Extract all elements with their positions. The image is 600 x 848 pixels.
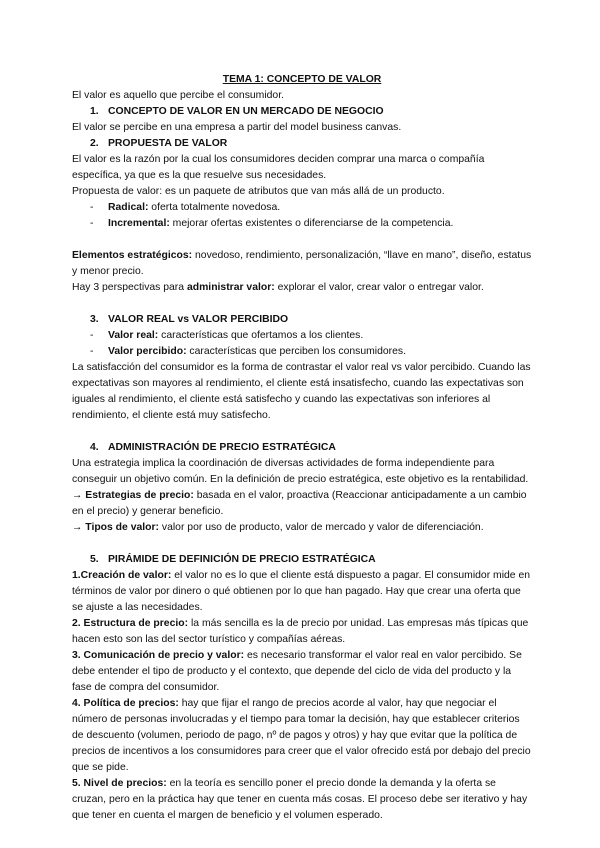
pyramid-item-text: es necesario transformar el valor real en valor percibido. Se debe entender el tipo de producto y el contexto, que depende del ciclo de vida del producto y la fase de compra del consumidor. xyxy=(72,650,522,693)
pyramid-item-term: 1.Creación de valor: xyxy=(72,570,172,581)
bullet-term: Radical: xyxy=(108,202,149,213)
pyramid-item xyxy=(72,776,532,824)
spacer xyxy=(72,232,532,248)
section-3-number: 3. xyxy=(90,314,99,325)
value-types-term: Tipos de valor: xyxy=(85,522,159,533)
section-1-title: CONCEPTO DE VALOR EN UN MERCADO DE NEGOCIO xyxy=(108,106,384,117)
pyramid-item-text: en la teoría es sencillo poner el precio donde la demanda y la oferta se cruzan, pero en la práctica hay que tener en cuenta más cosas. El proceso debe ser iterativo y hay que tener en cuenta el margen de beneficio y el volumen esperado. xyxy=(72,778,528,821)
arrow-icon: → xyxy=(72,490,83,501)
pyramid-item-term: 3. Comunicación de precio y valor: xyxy=(72,650,245,661)
value-types-text: valor por uso de producto, valor de mercado y valor de diferenciación. xyxy=(159,522,484,533)
bullet-content xyxy=(108,200,280,216)
bullet-text: oferta totalmente novedosa. xyxy=(148,202,281,213)
bullet-term: Valor percibido: xyxy=(108,346,187,357)
section-2-paragraph-2: Propuesta de valor: es un paquete de atributos que van más allá de un producto. xyxy=(72,186,445,197)
section-1-number: 1. xyxy=(90,106,99,117)
strategic-elements-term: Elementos estratégicos: xyxy=(72,250,193,261)
spacer xyxy=(72,296,532,312)
perspectives-term: administrar valor: xyxy=(186,282,275,293)
section-3-paragraph: La satisfacción del consumidor es la forma de contrastar el valor real vs valor percibido. Cuando las expectativas son mayores al rendimiento, el cliente está insatisfecho, cuando las expectativas son iguales al rendimiento, el cliente está satisfecho y cuando las expectativas son inferiores al rendimiento, el cliente está muy satisfecho. xyxy=(72,362,531,421)
pricing-strategies-term: Estrategias de precio: xyxy=(85,490,194,501)
section-1-text: El valor se percibe en una empresa a partir del model business canvas. xyxy=(72,122,402,133)
section-4-heading xyxy=(72,440,532,456)
section-3-title: VALOR REAL vs VALOR PERCIBIDO xyxy=(108,314,289,325)
pyramid-item xyxy=(72,696,532,776)
perspectives-text: explorar el valor, crear valor o entregar valor. xyxy=(274,282,484,293)
section-3-heading xyxy=(72,312,532,328)
spacer xyxy=(72,424,532,440)
spacer xyxy=(72,536,532,552)
intro-text: El valor es aquello que percibe el consumidor. xyxy=(72,90,284,101)
bullet-dash: - xyxy=(90,346,94,357)
pyramid-item-term: 5. Nivel de precios: xyxy=(72,778,167,789)
section-2-heading xyxy=(72,136,532,152)
strategic-elements-paragraph xyxy=(72,248,532,280)
strategic-elements-text: novedoso, rendimiento, personalización, “llave en mano”, diseño, estatus y menor precio. xyxy=(72,250,532,277)
section-4-title: ADMINISTRACIÓN DE PRECIO ESTRATÉGICA xyxy=(108,442,336,453)
section-1-heading xyxy=(72,104,532,120)
pyramid-item xyxy=(72,648,532,696)
bullet-item xyxy=(72,200,532,216)
section-5-title: PIRÁMIDE DE DEFINICIÓN DE PRECIO ESTRATÉGICA xyxy=(108,554,376,565)
bullet-text: mejorar ofertas existentes o diferenciarse de la competencia. xyxy=(169,218,454,229)
bullet-item xyxy=(72,216,532,232)
section-2-title: PROPUESTA DE VALOR xyxy=(108,138,228,149)
arrow-icon: → xyxy=(72,522,83,533)
bullet-item xyxy=(72,328,532,344)
bullet-term: Valor real: xyxy=(108,330,159,341)
bullet-term: Incremental: xyxy=(108,218,170,229)
bullet-dash: - xyxy=(90,218,94,229)
perspectives-paragraph xyxy=(72,280,532,296)
bullet-content xyxy=(108,216,453,232)
section-5-heading xyxy=(72,552,532,568)
pyramid-item xyxy=(72,568,532,616)
section-2-number: 2. xyxy=(90,138,99,149)
section-2-paragraph-1: El valor es la razón por la cual los consumidores deciden comprar una marca o compañía específica, ya que es la que resuelve sus necesidades. xyxy=(72,154,485,181)
value-types-paragraph xyxy=(72,520,532,536)
pyramid-item-text: el valor no es lo que el cliente está dispuesto a pagar. El consumidor mide en términos de valor por dinero o qué obtienen por lo que han pagado. Hay que crear una oferta que se ajuste a las necesidades. xyxy=(72,570,531,613)
pyramid-item-text: hay que fijar el rango de precios acorde al valor, hay que negociar el número de personas involucradas y el tiempo para tomar la decisión, hay que establecer criterios de descuento (volumen, periodo de pago, nº de pagos y otros) y hay que evitar que la política de precios de incentivos a los consumidores para creer que el valor ofrecido está por debajo del precio que se pide. xyxy=(72,698,531,773)
perspectives-intro: Hay 3 perspectivas para xyxy=(72,282,187,293)
pyramid-item-text: la más sencilla es la de precio por unidad. Las empresas más típicas que hacen esto son las del sector turístico y compañías aéreas. xyxy=(72,618,529,645)
bullet-content xyxy=(108,344,406,360)
bullet-dash: - xyxy=(90,202,94,213)
pyramid-item-term: 4. Política de precios: xyxy=(72,698,179,709)
section-4-paragraph: Una estrategia implica la coordinación de diversas actividades de forma independiente para conseguir un objetivo común. En la definición de precio estratégica, este objetivo es la rentabilidad. xyxy=(72,458,529,485)
bullet-dash: - xyxy=(90,330,94,341)
page-title: TEMA 1: CONCEPTO DE VALOR xyxy=(222,74,382,85)
pricing-strategies-paragraph xyxy=(72,488,532,520)
section-4-number: 4. xyxy=(90,442,99,453)
pyramid-item-term: 2. Estructura de precio: xyxy=(72,618,189,629)
bullet-item xyxy=(72,344,532,360)
pricing-strategies-text: basada en el valor, proactiva (Reaccionar anticipadamente a un cambio en el precio) y generar beneficio. xyxy=(72,490,527,517)
bullet-content xyxy=(108,328,363,344)
pyramid-item xyxy=(72,616,532,648)
bullet-text: características que perciben los consumidores. xyxy=(186,346,406,357)
bullet-text: características que ofertamos a los clientes. xyxy=(158,330,364,341)
section-5-number: 5. xyxy=(90,554,99,565)
